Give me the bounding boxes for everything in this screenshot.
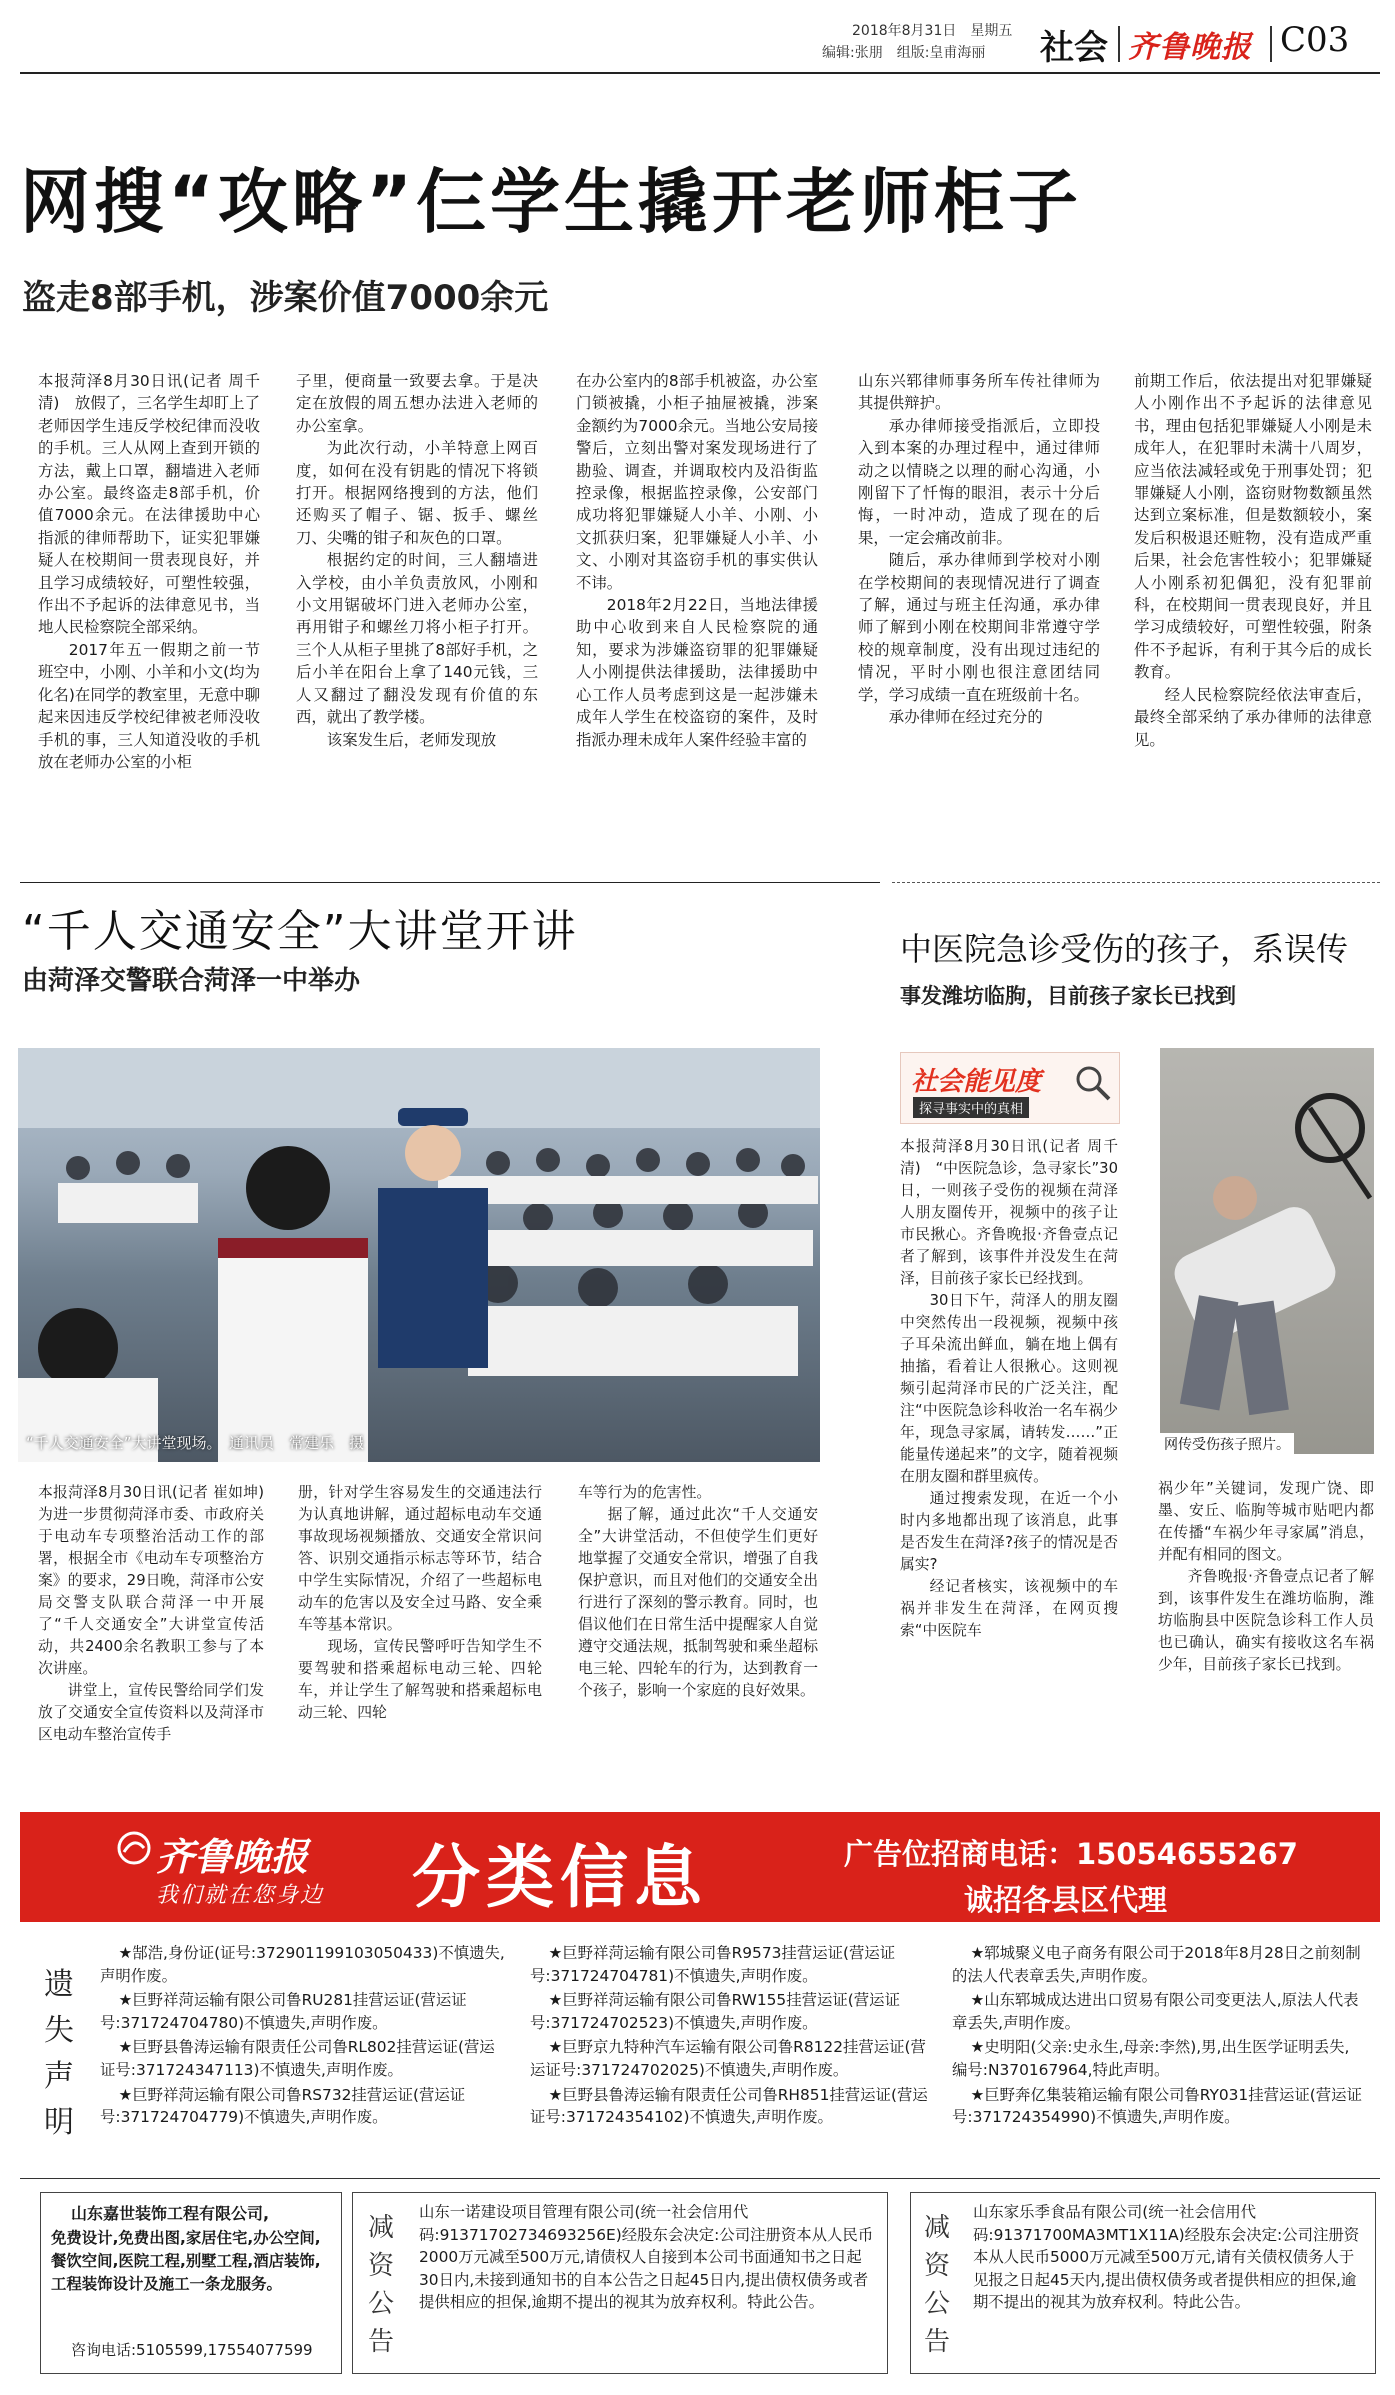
notices-col3: [952, 1942, 1362, 2131]
newspaper-logo: 齐鲁晚报: [1128, 30, 1252, 65]
notice-item: ★山东郓城成达进出口贸易有限公司变更法人,原法人代表章丢失,声明作废。: [952, 1991, 1359, 2032]
article3-headline: 中医院急诊受伤的孩子，系误传: [900, 930, 1349, 968]
masthead: [0, 0, 1395, 70]
notice-item: ★巨野京九特种汽车运输有限公司鲁R8122挂营运证(营运证号:371724702025)不慎遗失,声明作废。: [530, 2038, 926, 2079]
badge-subtitle: 探寻事实中的真相: [913, 1097, 1029, 1118]
photo-caption: “千人交通安全”大讲堂现场。 通讯员 常建乐 摄: [26, 1434, 365, 1452]
agent-recruit: 诚招各县区代理: [964, 1883, 1168, 1917]
paragraph: 该案发生后，老师发现放: [326, 730, 497, 749]
notice-item: ★巨野奔亿集装箱运输有限公司鲁RY031挂营运证(营运证号:371724354990)不慎遗失,声明作废。: [952, 2085, 1362, 2127]
paragraph: 本报菏泽8月30日讯(记者 周千清) 放假了，三名学生却盯上了老师因学生违反学校纪律而没收的手机。三人从网上查到开锁的方法，戴上口罩，翻墙进入老师办公室。最终盗走8部手机，价值7000余元。在法律援助中心指派的律师帮助下，证实犯罪嫌疑人在校期间一贯表现良好，并且学习成绩较好，可塑性较强，作出不予起诉的法律意见书，当地人民检察院全部采纳。: [38, 372, 260, 637]
column-badge: [900, 1052, 1120, 1124]
decoration-ad: [40, 2192, 342, 2374]
paragraph: 为此次行动，小羊特意上网百度，如何在没有钥匙的情况下将锁打开。根据网络搜到的方法，他们还购买了帽子、锯、扳手、螺丝刀、尖嘴的钳子和灰色的口罩。: [296, 439, 538, 547]
article2-col3: [578, 1482, 818, 1702]
ad-company: 山东嘉世装饰工程有限公司,: [71, 2204, 270, 2223]
classified-banner: [20, 1812, 1380, 1922]
article3-col2: [1158, 1478, 1374, 1676]
article2-subhead: 由菏泽交警联合菏泽一中举办: [22, 966, 361, 996]
notice-item: ★郜浩,身份证(证号:372901199103050433)不慎遗失,声明作废。: [100, 1944, 505, 1985]
article1-subhead: 盗走8部手机，涉案价值7000余元: [22, 278, 549, 318]
photo-caption: 网传受伤孩子照片。: [1160, 1433, 1294, 1454]
paragraph: 讲堂上，宣传民警给同学们发放了交通安全宣传资料以及菏泽市区电动车整治宣传手: [38, 1682, 264, 1743]
notices-col2: [530, 1942, 940, 2131]
paragraph: 2017年五一假期之前一节班空中，小刚、小羊和小文(均为化名)在同学的教室里，无意中聊起来因违反学校纪律被老师没收手机的事，三人知道没收的手机放在老师办公室的小柜: [38, 640, 260, 771]
notice-item: ★巨野祥菏运输有限公司鲁RU281挂营运证(营运证号:371724704780)不慎遗失,声明作废。: [100, 1991, 467, 2032]
paragraph: 祸少年”关键词，发现广饶、即墨、安丘、临朐等城市贴吧内都在传播“车祸少年寻家属”消息，并配有相同的图文。: [1158, 1480, 1374, 1563]
section-name: 社会: [1040, 28, 1108, 68]
paragraph: 随后，承办律师到学校对小刚在学校期间的表现情况进行了调查了解，通过与班主任沟通，承办律师了解到小刚在校期间非常遵守学校的规章制度，没有出现过违纪的情况，平时小刚也很注意团结同学，学习成绩一直在班级前十名。: [858, 551, 1100, 704]
lecture-photo: [18, 1048, 820, 1462]
section-rule-dashed: [892, 882, 1380, 883]
magnifier-icon: [1073, 1063, 1113, 1107]
paragraph: 30日下午，菏泽人的朋友圈中突然传出一段视频，视频中孩子耳朵流出鲜血，躺在地上偶有抽搐，看着让人很揪心。这则视频引起菏泽市民的广泛关注，配注“中医院急诊科收治一名车祸少年，现急寻家属，请转发……”正能量传递起来”的文字，随着视频在朋友圈和群里疯传。: [900, 1292, 1118, 1485]
capital-reduction-ad-2: [910, 2192, 1376, 2374]
paragraph: 本报菏泽8月30日讯(记者 崔如坤) 为进一步贯彻菏泽市委、市政府关于电动车专项整治活动工作的部署，根据全市《电动车专项整治方案》的要求，29日晚，菏泽市公安局交警支队联合菏泽一中开展了“千人交通安全”大讲堂宣传活动，共2400余名教职工参与了本次讲座。: [38, 1484, 279, 1677]
paragraph: 前期工作后，依法提出对犯罪嫌疑人小刚作出不予起诉的法律意见书，理由包括犯罪嫌疑人小刚是未成年人，在犯罪时未满十八周岁，应当依法减轻或免于刑事处罚；犯罪嫌疑人小刚，盗窃财物数额虽然达到立案标准，但是数额较小，案发后积极退还赃物，没有造成严重后果，社会危害性较小；犯罪嫌疑人小刚系初犯偶犯，没有犯罪前科，在校期间一贯表现良好，并且学习成绩较好，可塑性较强，附条件不予起诉，有利于其今后的成长教育。: [1134, 372, 1372, 682]
photo-illustration: [18, 1048, 820, 1462]
notice-item: ★巨野祥菏运输有限公司鲁RS732挂营运证(营运证号:371724704779)不慎遗失,声明作废。: [100, 2085, 466, 2127]
notice-item: ★巨野县鲁涛运输有限责任公司鲁RH851挂营运证(营运证号:371724354102)不慎遗失,声明作废。: [530, 2085, 928, 2127]
article2-col2: [298, 1482, 542, 1724]
article1-col5: [1134, 370, 1372, 751]
paragraph: 车等行为的危害性。: [578, 1484, 712, 1501]
logo-swirl-icon: [116, 1830, 152, 1870]
section-rule: [20, 882, 880, 883]
paragraph: 本报菏泽8月30日讯(记者 周千清) “中医院急诊，急寻家长”30日，一则孩子受伤的视频在菏泽人朋友圈传开，视频中的孩子让市民揪心。齐鲁晚报·齐鲁壹点记者了解到，该事件并没发生在菏泽，目前孩子家长已经找到。: [900, 1138, 1118, 1287]
ad-body: 山东家乐季食品有限公司(统一社会信用代码:91371700MA3MT1X11A)经股东会决定:公司注册资本从人民币5000万元减至500万元,请有关债权债务人于见报之日起45天内,提出债权债务或者提供相应的担保,逾期不提出的视其为放弃权利。特此公告。: [973, 2203, 1360, 2312]
injured-child-photo: [1160, 1048, 1374, 1454]
paragraph: 根据约定的时间，三人翻墙进入学校，由小羊负责放风，小刚和小文用锯破坏门进入老师办公室，再用钳子和螺丝刀将小柜子打开。三个人从柜子里挑了8部好手机，之后小羊在阳台上拿了140元钱，三人又翻过了翻没发现有价值的东西，就出了教学楼。: [296, 551, 538, 727]
article1-col3: [576, 370, 818, 751]
paragraph: 山东兴郓律师事务所车传社律师为其提供辩护。: [858, 372, 1100, 413]
notice-item: ★史明阳(父亲:史永生,母亲:李然),男,出生医学证明丢失,编号:N370167964,特此声明。: [952, 2038, 1350, 2079]
ad-phone-line: 咨询电话:5105599,17554077599: [71, 2341, 313, 2359]
issue-date: 2018年8月31日 星期五: [852, 23, 1013, 39]
paragraph: 现场，宣传民警呼吁告知学生不要驾驶和搭乘超标电动三轮、四轮车，并让学生了解驾驶和搭乘超标电动三轮、四轮: [298, 1638, 542, 1721]
header-rule: [20, 72, 1380, 74]
article2-col1: [38, 1482, 279, 1746]
article2-headline: “千人交通安全”大讲堂开讲: [22, 906, 578, 957]
badge-title: 社会能见度: [911, 1067, 1042, 1097]
paragraph: 2018年2月22日，当地法律援助中心收到来自人民检察院的通知，要求为涉嫌盗窃罪的犯罪嫌疑人小刚提供法律援助，法律援助中心工作人员考虑到这是一起涉嫌未成年人学生在校盗窃的案件，及时指派办理未成年人案件经验丰富的: [576, 596, 818, 749]
notice-item: ★巨野祥菏运输有限公司鲁RW155挂营运证(营运证号:371724702523)不慎遗失,声明作废。: [530, 1991, 900, 2032]
ad-label: 减资公告: [367, 2213, 394, 2357]
header-divider-2: [1270, 26, 1272, 62]
paragraph: 经记者核实，该视频中的车祸并非发生在菏泽，在网页搜索“中医院车: [900, 1578, 1118, 1639]
classified-slogan: 我们就在您身边: [156, 1883, 325, 1908]
paragraph: 通过搜索发现，在近一个小时内多地都出现了该消息，此事是否发生在菏泽?孩子的情况是否属实?: [900, 1490, 1118, 1573]
notice-item: ★郓城聚义电子商务有限公司于2018年8月28日之前刻制的法人代表章丢失,声明作废。: [952, 1944, 1361, 1985]
ad-body: 免费设计,免费出图,家居住宅,办公空间,餐饮空间,医院工程,别墅工程,酒店装饰,工程装饰设计及施工一条龙服务。: [51, 2229, 321, 2293]
notice-item: ★巨野祥菏运输有限公司鲁R9573挂营运证(营运证号:371724704781)不慎遗失,声明作废。: [530, 1944, 896, 1985]
article1-col4: [858, 370, 1100, 729]
notices-col1: [100, 1942, 510, 2131]
classified-title: 分类信息: [412, 1839, 709, 1918]
paragraph: 承办律师接受指派后，立即投入到本案的办理过程中，通过律师动之以情晓之以理的耐心沟通，小刚留下了忏悔的眼泪，表示十分后悔，一时冲动，造成了现在的后果，一定会痛改前非。: [858, 416, 1100, 547]
page-number: C03: [1280, 20, 1350, 60]
paragraph: 册，针对学生容易发生的交通违法行为认真地讲解，通过超标电动车交通事故现场视频播放、交通安全常识问答、识别交通指示标志等环节，结合中学生实际情况，介绍了一些超标电动车的危害以及安全过马路、安全乘车等基本常识。: [298, 1484, 542, 1633]
header-divider: [1118, 26, 1120, 62]
paragraph: 齐鲁晚报·齐鲁壹点记者了解到，该事件发生在潍坊临朐，潍坊临朐县中医院急诊科工作人员也已确认，确实有接收这名车祸少年，目前孩子家长已找到。: [1158, 1568, 1374, 1673]
paragraph: 在办公室内的8部手机被盗，办公室门锁被撬，小柜子抽屉被撬，涉案金额约为7000余元。当地公安局接警后，立刻出警对案发现场进行了勘验、调查，并调取校内及沿街监控录像，根据监控录像，公安部门成功将犯罪嫌疑人小羊、小刚、小文抓获归案，犯罪嫌疑人小羊、小文、小刚对其盗窃手机的事实供认不讳。: [576, 372, 818, 592]
classified-rule: [20, 2178, 1380, 2179]
editors-line: 编辑:张朋 组版:皇甫海丽: [822, 45, 986, 61]
ad-body: 山东一诺建设项目管理有限公司(统一社会信用代码:91371702734693256E)经股东会决定:公司注册资本从人民币2000万元减至500万元,请债权人自接到本公司书面通知书之日起30日内,未接到通知书的自本公告之日起45日内,提出债权债务或者提供相应的担保,逾期不提出的视其为放弃权利。特此公告。: [419, 2203, 874, 2312]
ad-label: 减资公告: [923, 2213, 950, 2357]
article3-subhead: 事发潍坊临朐，目前孩子家长已找到: [900, 984, 1236, 1008]
photo-illustration: [1160, 1048, 1374, 1454]
notice-item: ★巨野县鲁涛运输有限责任公司鲁RL802挂营运证(营运证号:371724347113)不慎遗失,声明作废。: [100, 2038, 495, 2079]
paragraph: 经人民检察院经依法审查后，最终全部采纳了承办律师的法律意见。: [1134, 685, 1372, 749]
lost-notice-label: 遗失声明: [44, 1967, 74, 2140]
paragraph: 子里，便商量一致要去拿。于是决定在放假的周五想办法进入老师的办公室拿。: [296, 372, 538, 435]
article1-col1: [38, 370, 260, 773]
paragraph: 承办律师在经过充分的: [888, 708, 1043, 727]
article1-headline: 网搜“攻略”仨学生撬开老师柜子: [20, 161, 1083, 243]
classified-logo: 齐鲁晚报: [156, 1834, 309, 1879]
capital-reduction-ad-1: [352, 2192, 888, 2374]
article1-col2: [296, 370, 538, 751]
article3-col1: [900, 1136, 1118, 1642]
paragraph: 据了解，通过此次“千人交通安全”大讲堂活动，不但使学生们更好地掌握了交通安全常识，增强了自我保护意识，而且对他们的交通安全出行进行了深刻的警示教育。同时，也倡议他们在日常生活中提醒家人自觉遵守交通法规，抵制驾驶和乘坐超标电三轮、四轮车的行为，达到教育一个孩子，影响一个家庭的良好效果。: [578, 1506, 818, 1699]
ad-phone: 广告位招商电话：15054655267: [844, 1837, 1298, 1871]
